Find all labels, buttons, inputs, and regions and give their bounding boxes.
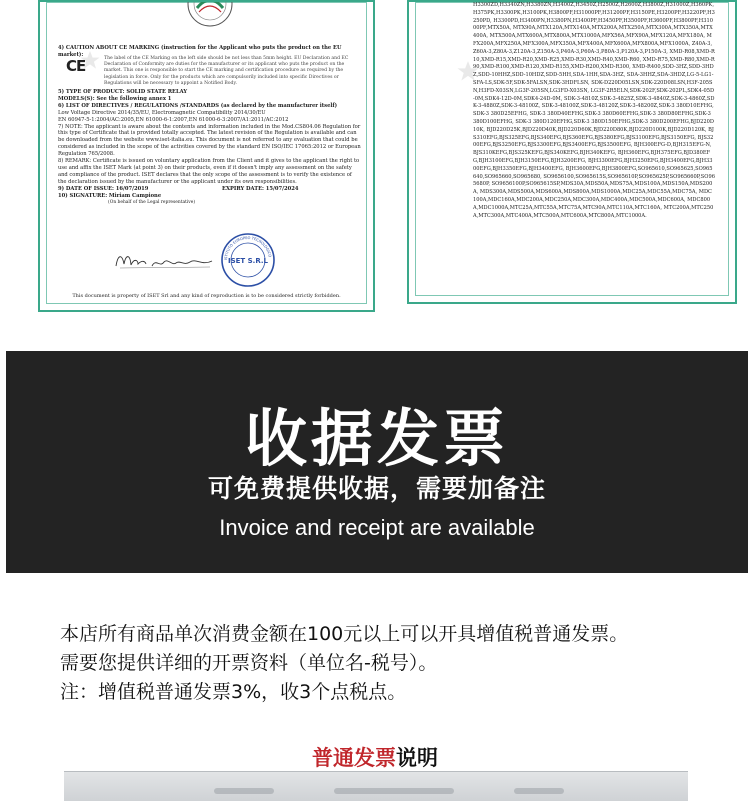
model-list: H3300ZD,H3340ZN,H3380ZN,H3400Z,H3450Z,H2500Z,H2600Z,H3800Z,H31000Z,H360PK, H375PK,H3300PK,H3100PK,H3800PF,H31000PF,H31200PF,H3150PE,H3200PF,H3220PF,H3250PD, H3300PD,H3400PN,H3380PN,H3400PF,H3450PF,H3500PF,H3600PF,H3800PF,H31000PF,MTX50A, MTX90A,MTX120A,MTX140A,MTX200A,MTX250A,MTX300A,MTX350A,MTX400A, MTX500A,MTX600A,MTX800A,MTX1000A,MFX56A,MFX90A,MFX120A,MFX180A, MFX200A,MFX250A,MFX300A,MFX350A,MFX400A,MFX600A,MFX800A,MFX1000A, Z40A-3,Z60A-3,Z80A-3,Z120A-3,Z150A-3,P40A-3,P60A-3,P80A-3,P120A-3,P150A-3, XMD-R08,XMD-R10,XMD-R15,XMD-R20,XMD-R25,XMD-R30,XMD-R40,XMD-R60, XMD-R75,XMD-R80,XMD-R90,XMD-R100,XMD-R120,XMD-R155,XMD-R200,XMD-R300, XMD-R400,SDD-3HZ,SDD-3HDZ,SDD-10HHZ,SDD-10HDZ,SDD-5HH,SDA-1HH,SDA-3HZ, SDA-3HHZ,SDA-3HDZ,LG-5-LG1-SFA-LS,SDK-5F,SDK-5FALSN,SDK-3HDFLSN, SDK-D220D05LSN,SDK-220D08LSN,H3F-205SN,H3FD-X03SN,LG3F-205SN,LG3FD-X03SN, LG3F-2R5ELN,SDK-202F,SDK-202PL,SDK4-05D-0M,SDK4-12D-0M,SDK4-24D-0M, SDK-3-4810Z,SDK-3-4825Z,SDK-3-4840Z,SDK-3-4860Z,SDK-3-4880Z,SDK-3-48100Z, SDK-3-48100Z,SDK-3-48120Z,SDK-3-48200Z,SDK-3 380D10EFHG,SDK-3 380D25EFHG, SDK-3 380D40EFHG,SDK-3 380D60EFHG,SDK-3 380D80EFHG,SDK-3 380D100EFHG, SDK-3 380D120EFHG,SDK-3 380D150EFHG,SDK-3 380D200EFHG,BJD220D10K, BJD220D25K,BJD220D40K,BJD220D60K,BJD220D80K,BJD220D100K,BJD220D120K, BJS310EFG,BJS325EFG,BJS340EFG,BJS360EFG,BJS380EFG,BJS3100EFG,BJS3150EFG, BJS3200EFG,BJS3250EFG,BJS3300EFG,BJS3400EFG,BJS3500EFG, BJH300EFG-D,BJH315EFG-N,BJS310KEFG,BJS325KEFG,BJS340KEFG,BJH340KEFG, BJH360EFG,BJH375EFG,BJD380EFG,BJH3100EFG,BJH3150EFG,BJH3200EFG, BJH3300EFG,BJH3250EFG,BJH3400EFG,BJH3300EFG,BJH3350EFG,BJH3400EFG, BJH3600EFG,BJH3800EFG,SO965610,SO965625,SO965640,SO965660,SO965680, SO9656100,SO965615S,SO965610P,SO965625P,SO965660P,SO965680P, SO9656100P,SO965615SP,MDS30A,MDS50A,MDS75A,MDS100A,MDS150A,MDS200A, MDS300A,MDS500A,MDS600A,MDS800A,MDS1000A,MDC25A,MDC55A,MDC75A, MDC100A,MDC160A,MDC200A,MDC250A,MDC300A,MDC400A,MDC500A,MDC600A, MDC800A,MDC1000A,MTC25A,MTC55A,MTC75A,MTC90A,MTC110A,MTC160A, MTC200A,MTC250A,MTC300A,MTC400A,MTC500A,MTC600A,MTC800A,MTC1000A.	[473, 2, 715, 219]
receipt-blur	[214, 788, 274, 794]
cert-line: 7) NOTE: The applicant is aware about the contents and information included in the Mod.CS804.06 Regulation for this type of Certificate that is provided totally accepted. The latest revision of the Regulation is available and can be downloaded from the website www.iset-italia.eu. This document is not referred to any evaluation that could be considered as included in the scope of the activities covered by the standard EN ISO/IEC 17065:2012 or European Regulation 765/2008.	[58, 123, 361, 158]
signature-label: 10) SIGNATURE: Miriam Campione	[58, 192, 162, 199]
ce-marking-description: The label of the CE Marking on the left side should be not less than 5mm height. EU Declaration and EC Declaration of Conformity are duties for the manufacturer or its applicant who puts the product on the market. This one is responsible to start the CE marking and certification procedure as required by the legislation in force. Only for the products which are compulsorily included into specific Directives or Regulations will be necessary to appoint a Notified Body.	[104, 56, 349, 86]
certificate-left	[38, 0, 375, 312]
certificate-footer: This document is property of ISET Srl and any kind of reproduction is to be considered strictly forbidden.	[72, 293, 341, 299]
ce-mark-icon: CE	[66, 57, 86, 75]
invoice-note-heading	[0, 742, 750, 772]
banner-english: Invoice and receipt are available	[219, 515, 535, 540]
certificate-body	[58, 89, 361, 206]
iset-stamp-icon	[220, 232, 276, 288]
note-heading-black: 说明	[396, 746, 438, 770]
invoice-banner	[6, 351, 748, 573]
policy-line-2: 需要您提供详细的开票资料（单位名-税号）。	[60, 652, 438, 674]
banner-subtitle: 可免费提供收据，需要加备注	[207, 474, 546, 503]
cert-line: EN 60947-5-1:2004/AC:2005,EN 61000-6-1:2007,EN 61000-6-3:2007/A1:2011/AC:2012	[58, 116, 289, 123]
behalf-label: (On behalf of the Legal representative)	[108, 199, 196, 205]
receipt-blur	[514, 788, 564, 794]
invoice-policy-text	[60, 620, 740, 707]
cert-line: Low Voltage Directive 2014/35/EU, Electromagnetic Compatibility 2014/30/EU	[58, 109, 266, 116]
note-heading-red: 普通发票	[312, 746, 396, 770]
section-4-title: 4) CAUTION ABOUT CE MARKING (instruction for the Applicant who puts the product on the EU market):	[58, 45, 342, 58]
iset-logo-icon	[175, 0, 245, 28]
svg-text:ISET S.R.L: ISET S.R.L	[228, 257, 268, 265]
expiry-date: EXPIRY DATE: 15/07/2024	[222, 185, 299, 192]
cert-dates	[58, 186, 361, 193]
issue-date: 9) DATE OF ISSUE: 16/07/2019	[58, 185, 149, 192]
policy-line-1: 本店所有商品单次消费金额在100元以上可以开具增值税普通发票。	[60, 623, 629, 645]
cert-line: 8) REMARK: Certificate is issued on voluntary application from the Client and it gives to the applicant the right to use and affix the ISET Mark (at point 3) on their products, even if it doesn't imply any assessment on the safety and compliance of the product. ISET declares that the only scope of the assessment is to verify the existence of the declaration issued by the manufacturer or the applicant under its own responsibilities.	[58, 158, 360, 185]
receipt-image-preview	[64, 771, 688, 801]
cert-line: 6) LIST OF DIRECTIVES / REGULATIONS /STANDARDS (as declared by the manufacturer itself)	[58, 102, 338, 109]
cert-line: 5) TYPE OF PRODUCT: SOLID STATE RELAY	[58, 89, 188, 95]
receipt-blur	[334, 788, 454, 794]
banner-title: 收据发票	[244, 402, 509, 475]
policy-line-3: 注：增值税普通发票3%，收3个点税点。	[60, 681, 407, 703]
cert-line: MODELS(S): See the following annex 1	[58, 95, 172, 102]
svg-text:ISTITUTO EUROPEO TECNOLOGICO: ISTITUTO EUROPEO TECNOLOGICO	[223, 235, 272, 261]
certificate-annex	[407, 0, 737, 304]
handwritten-signature	[112, 248, 222, 272]
